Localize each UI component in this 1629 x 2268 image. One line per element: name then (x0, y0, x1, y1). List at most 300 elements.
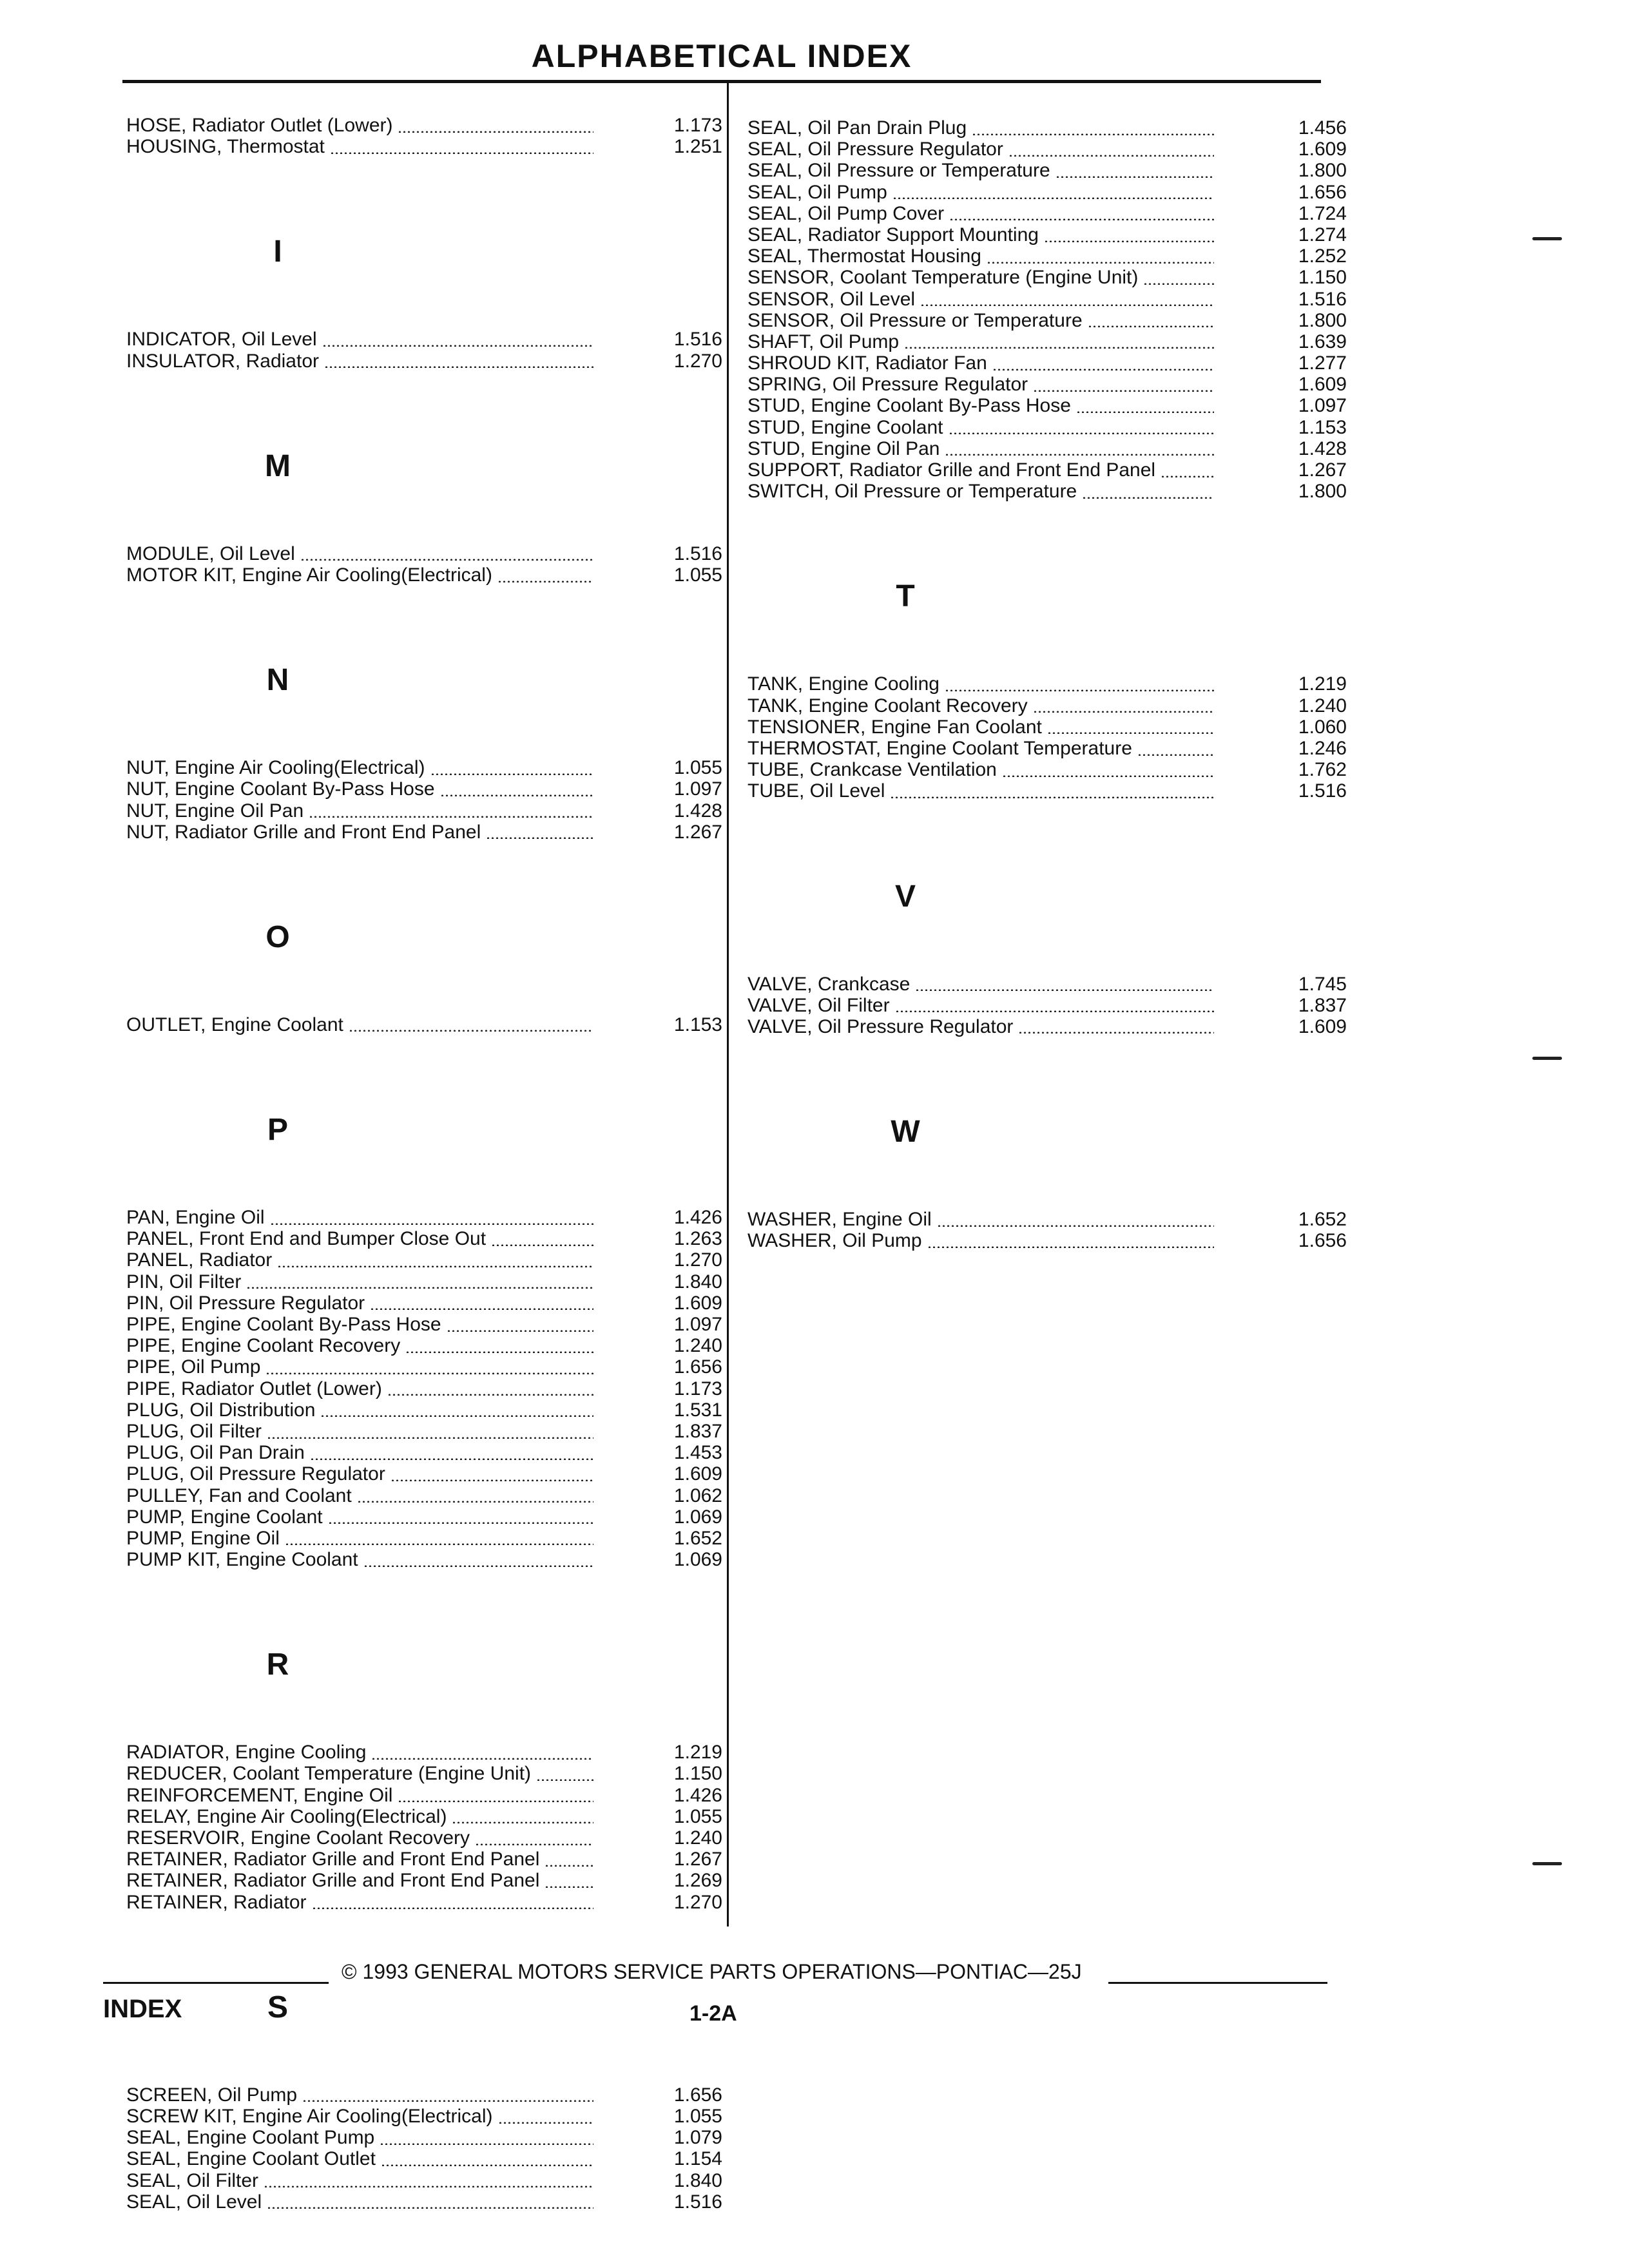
index-entry (126, 136, 722, 157)
entry-page-number: 1.270 (673, 350, 722, 372)
entry-label: SEAL, Oil Pump Cover (747, 202, 945, 224)
index-entry (747, 974, 1347, 995)
entry-label: NUT, Radiator Grille and Front End Panel (126, 821, 481, 843)
entry-label: TANK, Engine Coolant Recovery (747, 695, 1028, 716)
entry-label: STUD, Engine Coolant (747, 416, 943, 438)
left-column (126, 115, 722, 2213)
footer-page-number: 1-2A (689, 2001, 737, 2026)
entry-page-number: 1.426 (673, 1784, 722, 1806)
section-letter: O (265, 919, 290, 954)
scan-mark (1532, 237, 1562, 240)
scan-mark (1532, 1057, 1562, 1060)
dot-leader (536, 1777, 593, 1781)
entry-label: STUD, Engine Oil Pan (747, 437, 940, 459)
entry-page-number: 1.252 (1298, 245, 1347, 267)
entry-label: PANEL, Radiator (126, 1249, 273, 1271)
section-letter: S (267, 1990, 288, 2024)
entry-page-number: 1.516 (673, 543, 722, 564)
index-entry (747, 1209, 1347, 1230)
entry-page-number: 1.069 (673, 1549, 722, 1571)
dot-leader (357, 1499, 593, 1503)
entry-label: VALVE, Crankcase (747, 973, 911, 995)
index-entry (126, 2170, 722, 2191)
dot-leader (927, 1244, 1214, 1248)
entry-page-number: 1.800 (1298, 309, 1347, 331)
section-letter: P (267, 1113, 288, 1148)
entry-page-number: 1.652 (673, 1527, 722, 1549)
index-entry (747, 289, 1347, 310)
dot-leader (545, 1884, 593, 1888)
entry-label: NUT, Engine Coolant By-Pass Hose (126, 778, 435, 800)
dot-leader (398, 1798, 593, 1802)
dot-leader (285, 1541, 593, 1545)
entry-page-number: 1.453 (673, 1442, 722, 1464)
dot-leader (324, 364, 593, 368)
entry-page-number: 1.153 (1298, 416, 1347, 438)
dot-leader (267, 2205, 593, 2209)
entry-page-number: 1.240 (673, 1335, 722, 1357)
entry-page-number: 1.079 (673, 2127, 722, 2149)
section-gap (747, 619, 1347, 673)
dot-leader (1008, 153, 1214, 157)
dot-leader (363, 1563, 593, 1567)
index-entry (126, 351, 722, 372)
entry-label: OUTLET, Engine Coolant (126, 1014, 343, 1035)
index-entry (126, 1271, 722, 1293)
index-entry (747, 224, 1347, 245)
dot-leader (265, 1370, 593, 1374)
entry-page-number: 1.609 (673, 1463, 722, 1485)
index-entry (747, 352, 1347, 374)
entry-page-number: 1.055 (673, 564, 722, 586)
dot-leader (890, 794, 1214, 798)
section-gap (747, 1037, 1347, 1110)
section-gap (126, 489, 722, 543)
entry-label: SENSOR, Coolant Temperature (Engine Unit) (747, 267, 1139, 289)
entry-label: PIPE, Radiator Outlet (Lower) (126, 1378, 382, 1399)
section-letter: V (894, 879, 916, 914)
dot-leader (545, 1863, 593, 1867)
index-entry (747, 1230, 1347, 1251)
entry-page-number: 1.062 (673, 1485, 722, 1506)
index-entry (126, 778, 722, 800)
entry-page-number: 1.724 (1298, 202, 1347, 224)
index-entry (126, 1892, 722, 1913)
entry-label: VALVE, Oil Filter (747, 994, 890, 1016)
section-letter: N (266, 663, 289, 698)
index-entry (126, 1849, 722, 1870)
index-entry (126, 329, 722, 350)
section-letter: I (273, 235, 282, 269)
entry-page-number: 1.639 (1298, 331, 1347, 352)
footer-rule-right (1108, 1982, 1327, 1984)
index-entry (126, 800, 722, 822)
dot-leader (949, 430, 1215, 434)
entry-page-number: 1.269 (673, 1870, 722, 1892)
entry-page-number: 1.516 (1298, 288, 1347, 310)
entry-label: SEAL, Oil Pump (747, 181, 887, 203)
entry-label: TUBE, Oil Level (747, 780, 885, 802)
section-gap (126, 157, 722, 229)
entry-page-number: 1.219 (673, 1742, 722, 1763)
entry-page-number: 1.150 (1298, 267, 1347, 289)
entry-page-number: 1.652 (1298, 1209, 1347, 1231)
dot-leader (1055, 174, 1214, 178)
dot-leader (1137, 752, 1214, 756)
entry-label: SEAL, Oil Filter (126, 2169, 259, 2191)
entry-page-number: 1.762 (1298, 759, 1347, 781)
dot-leader (1076, 409, 1214, 413)
entry-label: RETAINER, Radiator Grille and Front End Panel (126, 1849, 540, 1870)
index-entry (126, 1742, 722, 1763)
entry-label: SEAL, Oil Pan Drain Plug (747, 117, 967, 139)
index-entry (126, 2148, 722, 2169)
dot-leader (309, 814, 593, 818)
section-gap (126, 586, 722, 658)
entry-page-number: 1.516 (1298, 780, 1347, 802)
index-entry (747, 738, 1347, 759)
index-entry (126, 1463, 722, 1485)
index-entry (126, 1421, 722, 1442)
section-letter: M (265, 448, 291, 483)
entry-label: PIN, Oil Filter (126, 1271, 242, 1293)
entry-page-number: 1.173 (673, 115, 722, 136)
dot-leader (246, 1285, 593, 1289)
entry-label: RESERVOIR, Engine Coolant Recovery (126, 1827, 470, 1849)
entry-label: WASHER, Engine Oil (747, 1209, 932, 1231)
dot-leader (1033, 709, 1214, 713)
entry-page-number: 1.246 (1298, 737, 1347, 759)
index-entry (126, 1378, 722, 1399)
entry-page-number: 1.656 (1298, 1230, 1347, 1252)
dot-leader (270, 1221, 593, 1225)
section-gap (747, 1155, 1347, 1209)
section-gap (747, 919, 1347, 974)
dot-leader (497, 579, 593, 582)
dot-leader (1044, 238, 1214, 242)
index-entry (126, 1249, 722, 1271)
index-entry (126, 1399, 722, 1421)
dot-leader (937, 1223, 1214, 1227)
entry-label: SCREW KIT, Engine Air Cooling(Electrical) (126, 2105, 493, 2127)
entry-label: SWITCH, Oil Pressure or Temperature (747, 481, 1077, 503)
entry-page-number: 1.267 (673, 1849, 722, 1870)
index-entry (126, 564, 722, 586)
section-letter: W (891, 1115, 920, 1149)
entry-label: HOUSING, Thermostat (126, 136, 325, 158)
footer-copyright: © 1993 GENERAL MOTORS SERVICE PARTS OPERATIONS—PONTIAC—25J (342, 1960, 1082, 1983)
page-title: ALPHABETICAL INDEX (531, 38, 912, 74)
dot-leader (320, 1413, 593, 1417)
section-gap (126, 960, 722, 1014)
entry-page-number: 1.219 (1298, 673, 1347, 695)
dot-leader (1033, 388, 1214, 392)
dot-leader (895, 1008, 1214, 1012)
entry-page-number: 1.097 (1298, 395, 1347, 417)
index-entry (747, 995, 1347, 1016)
index-entry (126, 1506, 722, 1528)
dot-leader (300, 557, 593, 561)
dot-leader (1018, 1030, 1214, 1033)
entry-label: WASHER, Oil Pump (747, 1230, 922, 1252)
entry-label: PUMP, Engine Oil (126, 1527, 280, 1549)
entry-label: SENSOR, Oil Pressure or Temperature (747, 309, 1083, 331)
dot-leader (430, 771, 593, 775)
dot-leader (398, 129, 593, 133)
index-entry (747, 374, 1347, 395)
scan-mark (1532, 1862, 1562, 1865)
index-entry (126, 2106, 722, 2127)
entry-page-number: 1.153 (673, 1014, 722, 1035)
dot-leader (330, 150, 593, 154)
entry-page-number: 1.609 (1298, 1015, 1347, 1037)
index-entry (126, 543, 722, 564)
dot-leader (440, 793, 593, 796)
index-entry (747, 695, 1347, 716)
entry-page-number: 1.428 (673, 800, 722, 822)
entry-page-number: 1.656 (1298, 181, 1347, 203)
index-entry (747, 117, 1347, 139)
entry-page-number: 1.173 (673, 1378, 722, 1399)
dot-leader (972, 131, 1214, 135)
entry-page-number: 1.270 (673, 1891, 722, 1913)
index-entry (747, 716, 1347, 738)
entry-label: NUT, Engine Air Cooling(Electrical) (126, 757, 425, 779)
index-entry (747, 203, 1347, 224)
entry-label: INDICATOR, Oil Level (126, 329, 317, 351)
entry-label: SEAL, Thermostat Housing (747, 245, 981, 267)
entry-label: PIPE, Engine Coolant Recovery (126, 1335, 401, 1357)
dot-leader (892, 195, 1214, 199)
entry-label: PULLEY, Fan and Coolant (126, 1485, 352, 1506)
entry-label: TUBE, Crankcase Ventilation (747, 759, 997, 781)
entry-label: SEAL, Radiator Support Mounting (747, 224, 1039, 245)
entry-label: REINFORCEMENT, Engine Oil (126, 1784, 393, 1806)
entry-label: INSULATOR, Radiator (126, 350, 319, 372)
entry-page-number: 1.656 (673, 2084, 722, 2106)
dot-leader (381, 2162, 593, 2166)
entry-page-number: 1.055 (673, 757, 722, 779)
dot-leader (1082, 495, 1214, 499)
entry-label: PLUG, Oil Pan Drain (126, 1442, 305, 1464)
index-entry (747, 395, 1347, 416)
index-entry (747, 310, 1347, 331)
entry-page-number: 1.055 (673, 1805, 722, 1827)
index-entry (747, 331, 1347, 352)
dot-leader (405, 1349, 593, 1353)
index-entry (126, 2084, 722, 2106)
index-entry (126, 1293, 722, 1314)
dot-leader (328, 1520, 593, 1524)
dot-leader (312, 1905, 593, 1909)
index-entry (747, 481, 1347, 502)
entry-label: STUD, Engine Coolant By-Pass Hose (747, 395, 1071, 417)
entry-page-number: 1.267 (673, 821, 722, 843)
dot-leader (264, 2184, 593, 2187)
index-entry (126, 757, 722, 778)
entry-label: RELAY, Engine Air Cooling(Electrical) (126, 1805, 447, 1827)
entry-label: RETAINER, Radiator Grille and Front End Panel (126, 1870, 540, 1892)
dot-leader (491, 1242, 593, 1246)
dot-leader (945, 452, 1214, 456)
entry-page-number: 1.840 (673, 1271, 722, 1293)
index-entry (747, 139, 1347, 160)
dot-leader (904, 345, 1214, 349)
title-rule (122, 80, 1321, 83)
dot-leader (1143, 281, 1214, 285)
section-gap (126, 274, 722, 329)
entry-label: SHAFT, Oil Pump (747, 331, 900, 352)
entry-label: SEAL, Oil Pressure Regulator (747, 139, 1003, 160)
index-entry (126, 1528, 722, 1549)
entry-page-number: 1.456 (1298, 117, 1347, 139)
index-entry (126, 1806, 722, 1827)
dot-leader (1047, 730, 1214, 734)
entry-label: SENSOR, Oil Level (747, 288, 916, 310)
entry-label: SEAL, Oil Pressure or Temperature (747, 160, 1050, 182)
entry-page-number: 1.263 (673, 1228, 722, 1250)
dot-leader (322, 343, 593, 347)
entry-label: PIN, Oil Pressure Regulator (126, 1292, 365, 1314)
entry-label: SEAL, Engine Coolant Outlet (126, 2148, 376, 2170)
dot-leader (992, 367, 1214, 370)
entry-page-number: 1.267 (1298, 459, 1347, 481)
entry-label: VALVE, Oil Pressure Regulator (747, 1015, 1014, 1037)
index-entry (126, 1485, 722, 1506)
entry-page-number: 1.277 (1298, 352, 1347, 374)
dot-leader (277, 1264, 593, 1267)
section-gap (126, 1687, 722, 1742)
dot-leader (920, 302, 1214, 306)
section-gap (126, 1570, 722, 1642)
entry-label: PLUG, Oil Distribution (126, 1399, 316, 1421)
dot-leader (310, 1456, 593, 1460)
dot-leader (390, 1477, 593, 1481)
entry-page-number: 1.516 (673, 2191, 722, 2213)
entry-label: SEAL, Engine Coolant Pump (126, 2127, 375, 2149)
entry-page-number: 1.840 (673, 2169, 722, 2191)
index-entry (126, 1228, 722, 1249)
entry-label: PUMP, Engine Coolant (126, 1506, 323, 1528)
entry-label: NUT, Engine Oil Pan (126, 800, 304, 822)
dot-leader (987, 260, 1214, 264)
entry-label: SUPPORT, Radiator Grille and Front End Panel (747, 459, 1156, 481)
index-entry (747, 780, 1347, 802)
dot-leader (370, 1306, 593, 1310)
dot-leader (349, 1028, 593, 1032)
entry-page-number: 1.097 (673, 778, 722, 800)
entry-page-number: 1.800 (1298, 160, 1347, 182)
entry-label: SEAL, Oil Level (126, 2191, 262, 2213)
entry-page-number: 1.837 (1298, 994, 1347, 1016)
index-entry (747, 459, 1347, 481)
entry-label: SPRING, Oil Pressure Regulator (747, 374, 1028, 396)
column-divider (727, 82, 729, 1927)
index-entry (126, 822, 722, 843)
entry-label: SHROUD KIT, Radiator Fan (747, 352, 987, 374)
section-gap (747, 502, 1347, 574)
index-entry (126, 1763, 722, 1784)
entry-page-number: 1.060 (1298, 716, 1347, 738)
index-entry (747, 438, 1347, 459)
dot-leader (949, 216, 1214, 220)
dot-leader (387, 1392, 593, 1396)
entry-page-number: 1.426 (673, 1207, 722, 1229)
section-gap (747, 802, 1347, 874)
entry-page-number: 1.800 (1298, 481, 1347, 503)
dot-leader (498, 2120, 593, 2124)
index-entry (126, 1870, 722, 1891)
entry-page-number: 1.240 (1298, 695, 1347, 716)
entry-page-number: 1.240 (673, 1827, 722, 1849)
index-entry (126, 1014, 722, 1035)
entry-label: MOTOR KIT, Engine Air Cooling(Electrical) (126, 564, 492, 586)
entry-label: HOSE, Radiator Outlet (Lower) (126, 115, 393, 136)
entry-label: REDUCER, Coolant Temperature (Engine Unit) (126, 1763, 532, 1785)
entry-label: TENSIONER, Engine Fan Coolant (747, 716, 1042, 738)
index-entry (126, 1827, 722, 1849)
dot-leader (302, 2098, 593, 2102)
index-entry (747, 160, 1347, 181)
entry-page-number: 1.274 (1298, 224, 1347, 245)
entry-page-number: 1.516 (673, 329, 722, 351)
index-entry (747, 673, 1347, 695)
dot-leader (452, 1820, 593, 1823)
entry-page-number: 1.609 (1298, 374, 1347, 396)
index-entry (126, 1207, 722, 1228)
index-entry (126, 1356, 722, 1378)
entry-page-number: 1.531 (673, 1399, 722, 1421)
section-gap (126, 372, 722, 444)
entry-page-number: 1.609 (673, 1292, 722, 1314)
footer-section-label: INDEX (103, 1995, 182, 2023)
dot-leader (380, 2141, 593, 2145)
entry-page-number: 1.055 (673, 2105, 722, 2127)
index-entry (126, 1335, 722, 1356)
index-entry (747, 267, 1347, 288)
entry-page-number: 1.745 (1298, 973, 1347, 995)
entry-label: SCREEN, Oil Pump (126, 2084, 298, 2106)
section-gap (126, 2030, 722, 2084)
section-gap (126, 1153, 722, 1207)
dot-leader (267, 1435, 593, 1439)
index-entry (747, 182, 1347, 203)
index-entry (747, 417, 1347, 438)
dot-leader (1088, 323, 1214, 327)
entry-page-number: 1.154 (673, 2148, 722, 2170)
entry-label: TANK, Engine Cooling (747, 673, 940, 695)
section-gap (126, 843, 722, 915)
section-gap (126, 703, 722, 757)
right-column (747, 117, 1347, 1251)
index-entry (126, 2191, 722, 2213)
dot-leader (1002, 773, 1214, 777)
entry-label: RETAINER, Radiator (126, 1891, 307, 1913)
entry-label: RADIATOR, Engine Cooling (126, 1742, 367, 1763)
entry-label: PLUG, Oil Pressure Regulator (126, 1463, 385, 1485)
dot-leader (475, 1841, 593, 1845)
index-entry (126, 1314, 722, 1335)
entry-label: PAN, Engine Oil (126, 1207, 265, 1229)
entry-label: PUMP KIT, Engine Coolant (126, 1549, 358, 1571)
dot-leader (915, 987, 1214, 991)
entry-page-number: 1.270 (673, 1249, 722, 1271)
section-letter: T (896, 579, 915, 614)
entry-label: PIPE, Engine Coolant By-Pass Hose (126, 1314, 441, 1335)
entry-label: PIPE, Oil Pump (126, 1356, 261, 1378)
section-letter: R (266, 1648, 289, 1682)
entry-label: THERMOSTAT, Engine Coolant Temperature (747, 737, 1132, 759)
